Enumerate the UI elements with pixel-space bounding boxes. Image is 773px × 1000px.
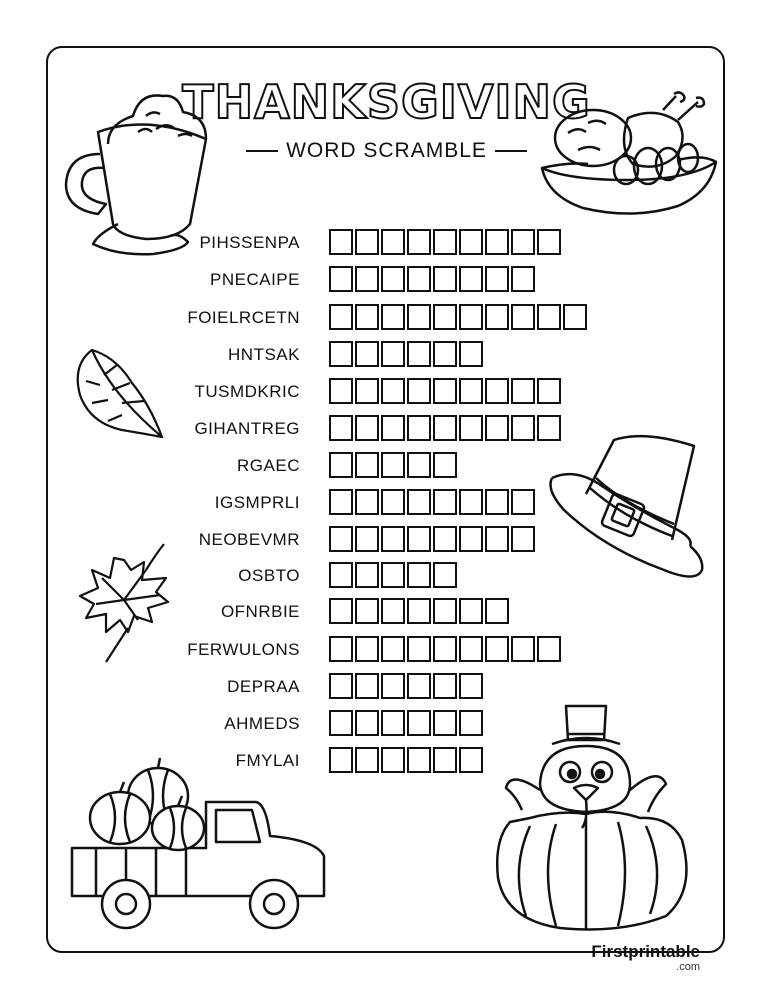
brand-logo: [560, 943, 700, 973]
letter-box[interactable]: [537, 304, 561, 330]
brand-name: Firstprintable: [591, 942, 700, 961]
letter-box[interactable]: [485, 636, 509, 662]
letter-box[interactable]: [511, 489, 535, 515]
letter-box[interactable]: [381, 229, 405, 255]
letter-box[interactable]: [459, 378, 483, 404]
letter-box[interactable]: [511, 526, 535, 552]
letter-box[interactable]: [381, 562, 405, 588]
answer-boxes: [329, 415, 563, 441]
letter-box[interactable]: [381, 452, 405, 478]
letter-box[interactable]: [355, 747, 379, 773]
letter-box[interactable]: [511, 415, 535, 441]
turkey-in-pumpkin-icon: [470, 700, 702, 936]
letter-box[interactable]: [407, 673, 431, 699]
letter-box[interactable]: [485, 266, 509, 292]
letter-box[interactable]: [329, 673, 353, 699]
letter-box[interactable]: [381, 526, 405, 552]
letter-box[interactable]: [433, 710, 457, 736]
answer-boxes: [329, 526, 537, 552]
letter-box[interactable]: [485, 415, 509, 441]
letter-box[interactable]: [433, 598, 457, 624]
letter-box[interactable]: [407, 710, 431, 736]
letter-box[interactable]: [563, 304, 587, 330]
scrambled-word: RGAEC: [237, 456, 300, 475]
letter-box[interactable]: [433, 415, 457, 441]
letter-box[interactable]: [355, 636, 379, 662]
letter-box[interactable]: [355, 489, 379, 515]
letter-box[interactable]: [407, 341, 431, 367]
answer-boxes: [329, 452, 459, 478]
letter-box[interactable]: [407, 636, 431, 662]
letter-box[interactable]: [381, 378, 405, 404]
scrambled-word: FERWULONS: [187, 640, 300, 659]
letter-box[interactable]: [459, 341, 483, 367]
scrambled-word: IGSMPRLI: [214, 493, 300, 512]
letter-box[interactable]: [459, 266, 483, 292]
pilgrim-hat-icon: [544, 428, 714, 586]
letter-box[interactable]: [433, 229, 457, 255]
letter-box[interactable]: [329, 229, 353, 255]
letter-box[interactable]: [459, 304, 483, 330]
letter-box[interactable]: [407, 378, 431, 404]
letter-box[interactable]: [511, 266, 535, 292]
letter-box[interactable]: [407, 266, 431, 292]
scrambled-word: FMYLAI: [235, 751, 300, 770]
letter-box[interactable]: [329, 598, 353, 624]
letter-box[interactable]: [355, 304, 379, 330]
scrambled-word: NEOBEVMR: [198, 530, 300, 549]
mug-icon: [58, 84, 218, 264]
answer-boxes: [329, 378, 563, 404]
answer-boxes: [329, 304, 589, 330]
letter-box[interactable]: [537, 636, 561, 662]
letter-box[interactable]: [511, 229, 535, 255]
letter-box[interactable]: [355, 710, 379, 736]
letter-box[interactable]: [355, 526, 379, 552]
letter-box[interactable]: [381, 266, 405, 292]
letter-box[interactable]: [329, 415, 353, 441]
letter-box[interactable]: [355, 452, 379, 478]
scrambled-word: PNECAIPE: [210, 270, 300, 289]
letter-box[interactable]: [433, 673, 457, 699]
letter-box[interactable]: [381, 341, 405, 367]
letter-box[interactable]: [355, 598, 379, 624]
letter-box[interactable]: [355, 562, 379, 588]
scrambled-word: OSBTO: [238, 566, 300, 585]
letter-box[interactable]: [329, 266, 353, 292]
subtitle-rule-right: [495, 150, 527, 152]
letter-box[interactable]: [329, 452, 353, 478]
letter-box[interactable]: [459, 673, 483, 699]
letter-box[interactable]: [407, 562, 431, 588]
letter-box[interactable]: [433, 636, 457, 662]
letter-box[interactable]: [459, 526, 483, 552]
subtitle-text: WORD SCRAMBLE: [286, 139, 487, 162]
letter-box[interactable]: [511, 636, 535, 662]
letter-box[interactable]: [433, 562, 457, 588]
subtitle-rule-left: [246, 150, 278, 152]
letter-box[interactable]: [407, 526, 431, 552]
letter-box[interactable]: [329, 636, 353, 662]
letter-box[interactable]: [537, 229, 561, 255]
answer-boxes: [329, 673, 485, 699]
scrambled-word: GIHANTREG: [194, 419, 300, 438]
letter-box[interactable]: [459, 489, 483, 515]
letter-box[interactable]: [329, 747, 353, 773]
letter-box[interactable]: [329, 489, 353, 515]
letter-box[interactable]: [537, 378, 561, 404]
letter-box[interactable]: [381, 747, 405, 773]
answer-boxes: [329, 747, 485, 773]
letter-box[interactable]: [355, 378, 379, 404]
pumpkin-truck-icon: [66, 756, 332, 936]
letter-box[interactable]: [381, 415, 405, 441]
letter-box[interactable]: [355, 229, 379, 255]
maple-leaf-icon: [76, 540, 176, 665]
letter-box[interactable]: [329, 526, 353, 552]
letter-box[interactable]: [459, 598, 483, 624]
scrambled-word: OFNRBIE: [220, 602, 300, 621]
letter-box[interactable]: [485, 526, 509, 552]
letter-box[interactable]: [381, 598, 405, 624]
letter-box[interactable]: [407, 489, 431, 515]
letter-box[interactable]: [355, 266, 379, 292]
letter-box[interactable]: [459, 415, 483, 441]
letter-box[interactable]: [459, 229, 483, 255]
letter-box[interactable]: [407, 229, 431, 255]
letter-box[interactable]: [381, 489, 405, 515]
scrambled-word: TUSMDKRIC: [194, 382, 300, 401]
answer-boxes: [329, 229, 563, 255]
letter-box[interactable]: [329, 710, 353, 736]
leaf-icon: [72, 345, 167, 440]
letter-box[interactable]: [407, 415, 431, 441]
answer-boxes: [329, 562, 459, 588]
brand-domain: .com: [676, 961, 700, 973]
letter-box[interactable]: [329, 341, 353, 367]
roast-turkey-icon: [538, 88, 723, 218]
letter-box[interactable]: [407, 747, 431, 773]
letter-box[interactable]: [485, 229, 509, 255]
letter-box[interactable]: [459, 636, 483, 662]
letter-box[interactable]: [381, 710, 405, 736]
letter-box[interactable]: [433, 489, 457, 515]
letter-box[interactable]: [355, 673, 379, 699]
letter-box[interactable]: [355, 341, 379, 367]
scrambled-word: PIHSSENPA: [199, 233, 300, 252]
letter-box[interactable]: [329, 378, 353, 404]
answer-boxes: [329, 636, 563, 662]
letter-box[interactable]: [433, 526, 457, 552]
answer-boxes: [329, 710, 485, 736]
letter-box[interactable]: [407, 598, 431, 624]
letter-box[interactable]: [485, 489, 509, 515]
answer-boxes: [329, 266, 537, 292]
letter-box[interactable]: [433, 341, 457, 367]
letter-box[interactable]: [407, 452, 431, 478]
letter-box[interactable]: [511, 304, 535, 330]
answer-boxes: [329, 341, 485, 367]
letter-box[interactable]: [433, 304, 457, 330]
letter-box[interactable]: [485, 378, 509, 404]
letter-box[interactable]: [329, 304, 353, 330]
letter-box[interactable]: [433, 378, 457, 404]
letter-box[interactable]: [433, 266, 457, 292]
letter-box[interactable]: [485, 304, 509, 330]
scrambled-word: HNTSAK: [228, 345, 300, 364]
page-title: THANKSGIVING: [182, 75, 591, 129]
scrambled-word: AHMEDS: [224, 714, 300, 733]
letter-box[interactable]: [433, 747, 457, 773]
letter-box[interactable]: [381, 304, 405, 330]
letter-box[interactable]: [329, 562, 353, 588]
letter-box[interactable]: [355, 415, 379, 441]
letter-box[interactable]: [407, 304, 431, 330]
answer-boxes: [329, 489, 537, 515]
letter-box[interactable]: [485, 598, 509, 624]
letter-box[interactable]: [433, 452, 457, 478]
answer-boxes: [329, 598, 511, 624]
letter-box[interactable]: [381, 636, 405, 662]
letter-box[interactable]: [511, 378, 535, 404]
scrambled-word: DEPRAA: [227, 677, 300, 696]
scrambled-word: FOIELRCETN: [187, 308, 300, 327]
letter-box[interactable]: [381, 673, 405, 699]
